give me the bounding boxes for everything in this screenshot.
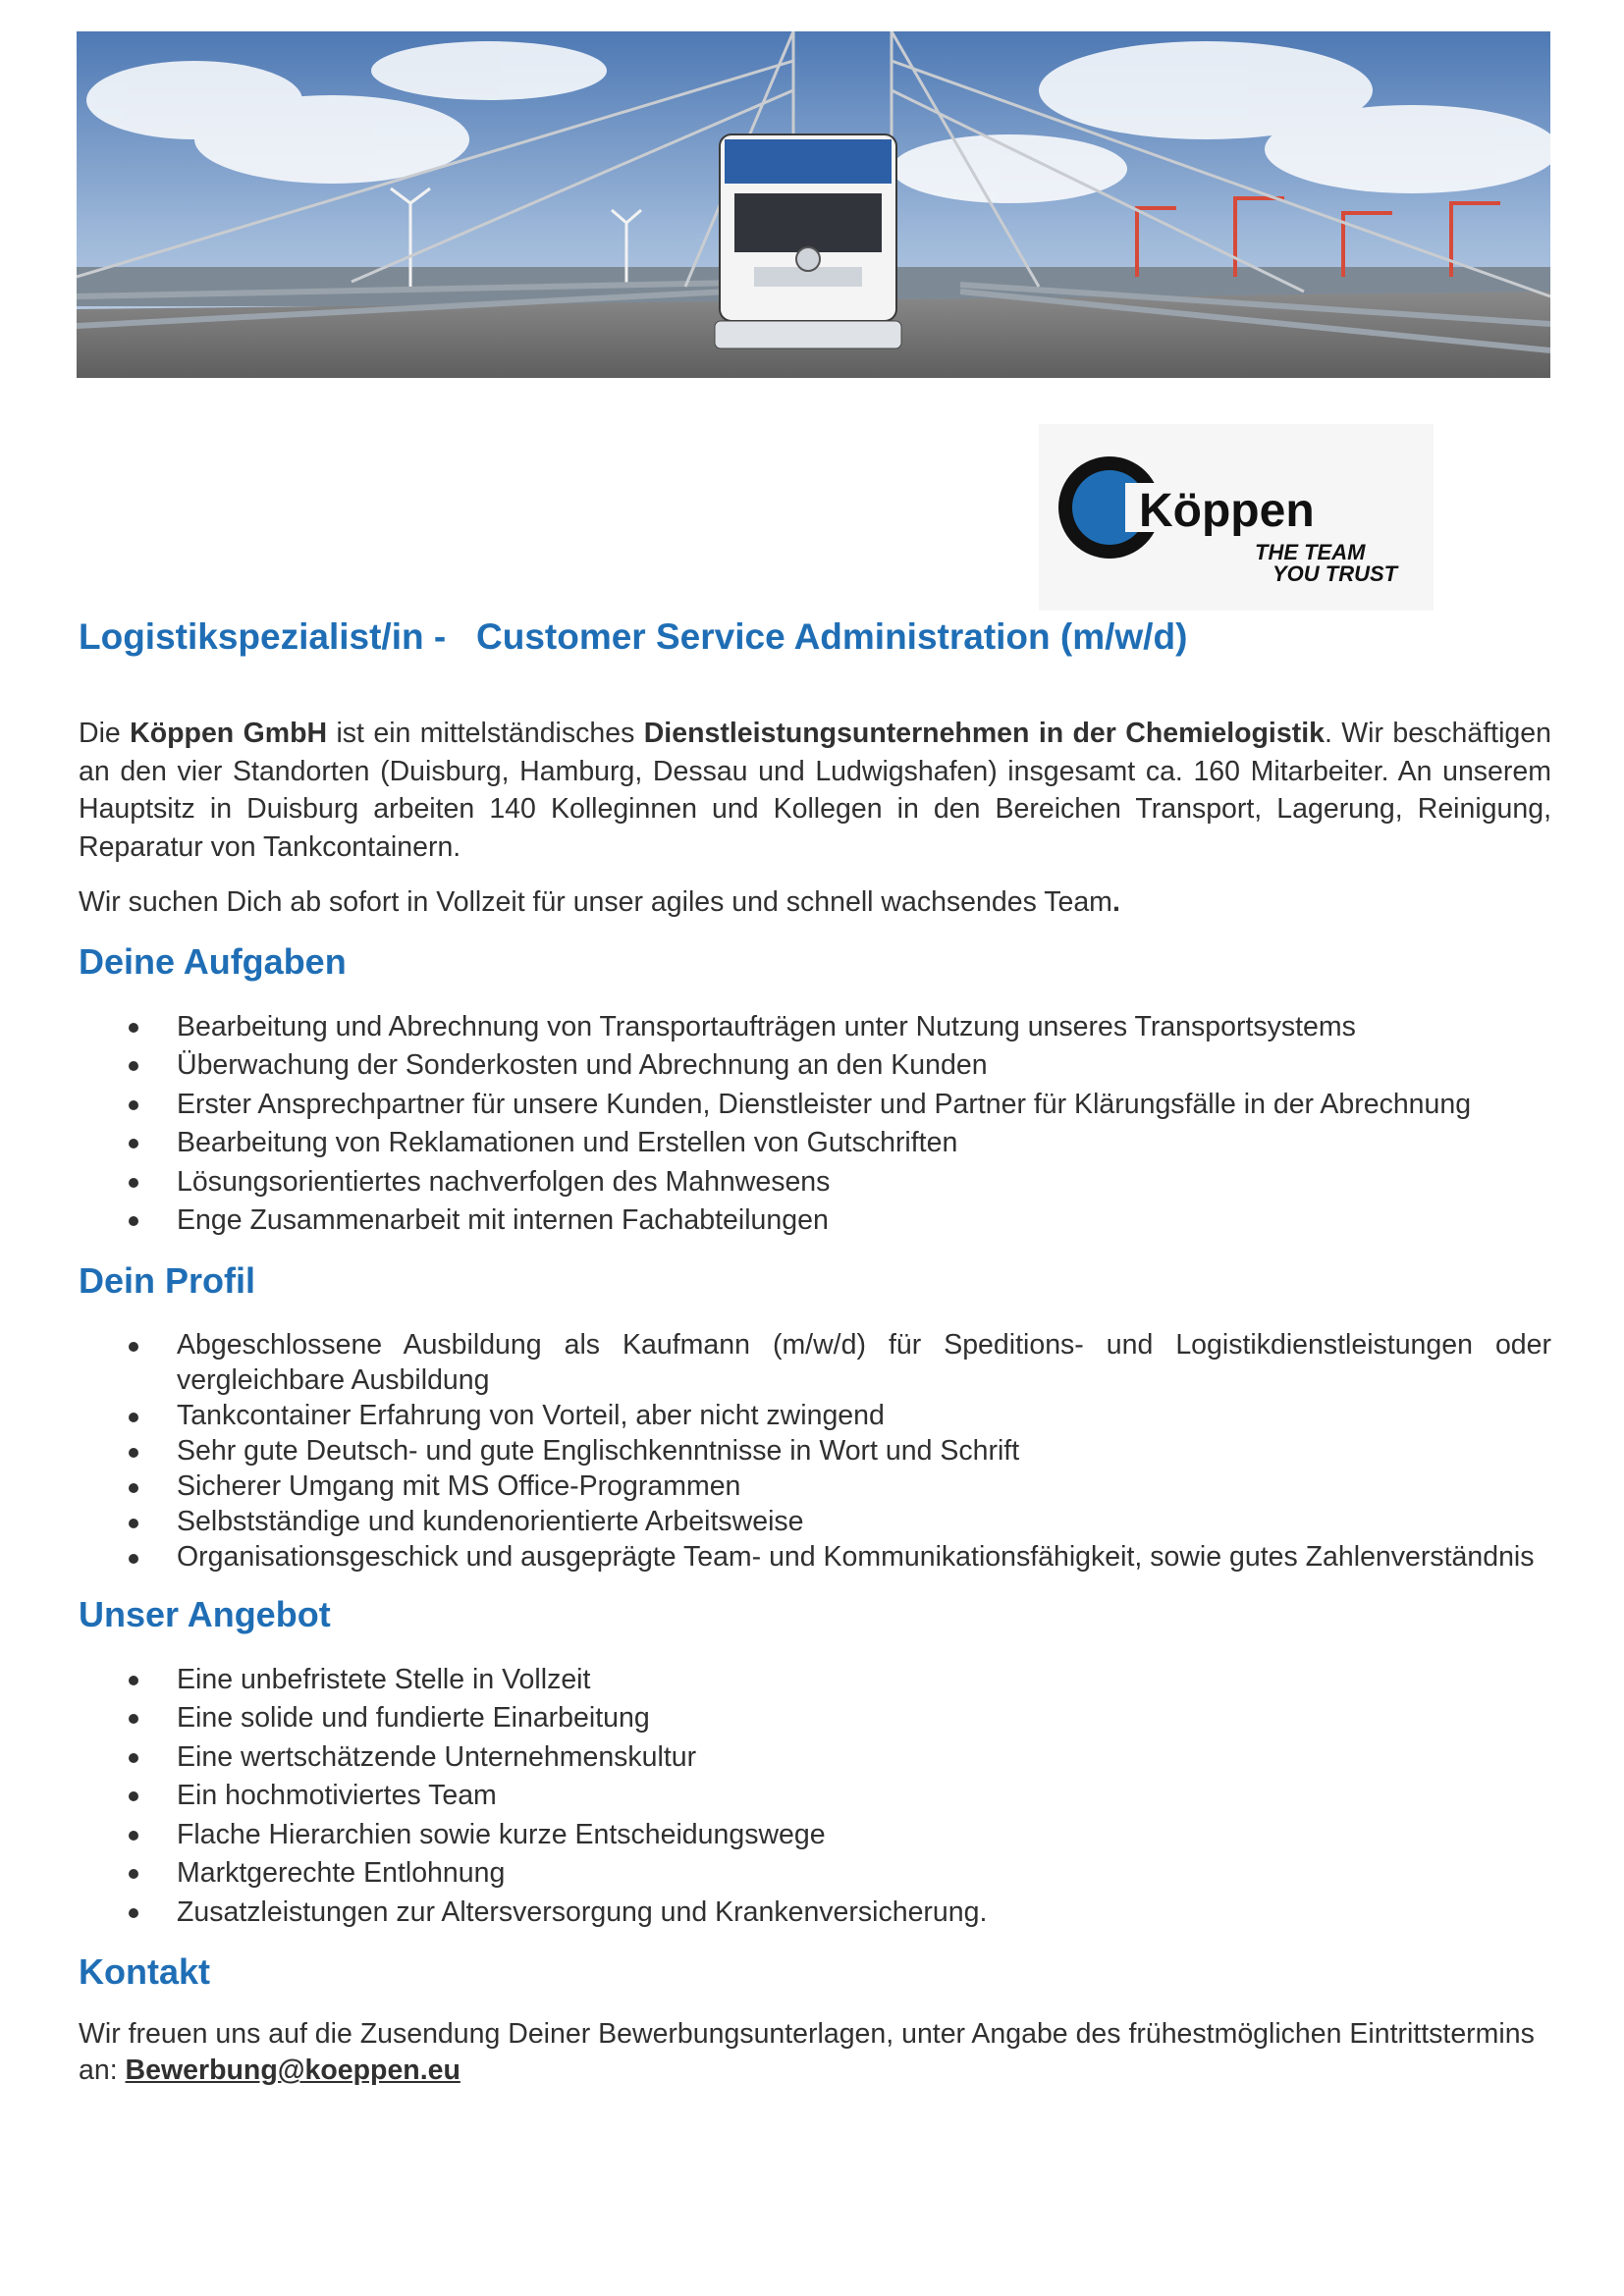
- list-item-text: Eine solide und fundierte Einarbeitung: [177, 1702, 650, 1735]
- list-item: [79, 1124, 1551, 1163]
- bullet-icon: [129, 1714, 138, 1724]
- bullet-icon: [129, 1676, 138, 1685]
- list-item-text: Sehr gute Deutsch- und gute Englischkenntnisse in Wort und Schrift: [177, 1434, 1020, 1467]
- list-item-text: Eine wertschätzende Unternehmenskultur: [177, 1740, 697, 1773]
- list-item-text: Tankcontainer Erfahrung von Vorteil, aber nicht zwingend: [177, 1399, 885, 1431]
- section-heading-kontakt: Kontakt: [79, 1951, 210, 1993]
- company-logo: [1039, 424, 1434, 611]
- intro-text-1: Die: [79, 718, 131, 749]
- list-item: [79, 1046, 1551, 1086]
- section-heading-aufgaben: Deine Aufgaben: [79, 940, 347, 982]
- list-item: [79, 1201, 1551, 1241]
- bullet-icon: [129, 1448, 138, 1458]
- page-title: Logistikspezialist/in - Customer Service Administration (m/w/d): [79, 616, 1188, 657]
- section-heading-angebot: Unser Angebot: [79, 1593, 331, 1634]
- list-item: [79, 1699, 1551, 1738]
- list-item-text: Enge Zusammenarbeit mit internen Fachabteilungen: [177, 1204, 829, 1237]
- bullet-icon: [129, 1908, 138, 1918]
- list-item: [79, 1398, 1551, 1433]
- intro-text-2: ist ein mittelständisches: [327, 718, 644, 749]
- intro-text-3: . Wir beschäftigen an den vier Standorten (Duisburg, Hamburg, Dessau und Ludwigshafen) insgesamt ca. 160 Mitarbeiter. An unserem Hauptsitz in Duisburg arbeiten 140 Kolleginnen und Kollegen in den Bereichen Transport, Lagerung, Reinigung, Reparatur von Tankcontainern.: [79, 718, 1551, 863]
- list-item-text: Marktgerechte Entlohnung: [177, 1857, 506, 1890]
- bullet-icon: [129, 1831, 138, 1841]
- section-heading-profil: Dein Profil: [79, 1259, 256, 1301]
- list-item: [79, 1086, 1551, 1125]
- contact-text: Wir freuen uns auf die Zusendung Deiner Bewerbungsunterlagen, unter Angabe des frühestmöglichen Eintrittstermins an:: [79, 2018, 1535, 2087]
- profil-list: [79, 1327, 1551, 1575]
- bullet-icon: [129, 1216, 138, 1226]
- logo-name: Köppen: [1139, 485, 1315, 537]
- hero-image: [77, 31, 1550, 378]
- angebot-list: [79, 1661, 1551, 1933]
- hero-illustration: [77, 31, 1550, 378]
- lead-text: Wir suchen Dich ab sofort in Vollzeit für unser agiles und schnell wachsendes Team: [79, 886, 1112, 919]
- company-name: Köppen GmbH: [130, 718, 328, 749]
- list-item: [79, 1008, 1551, 1047]
- bullet-icon: [129, 1413, 138, 1422]
- bullet-icon: [129, 1342, 138, 1352]
- list-item-text: Abgeschlossene Ausbildung als Kaufmann (m/w/d) für Speditions- und Logistikdienstleistungen oder vergleichbare Ausbildung: [177, 1328, 1551, 1396]
- list-item-text: Sicherer Umgang mit MS Office-Programmen: [177, 1469, 741, 1502]
- lead-period: .: [1111, 886, 1120, 919]
- list-item-text: Bearbeitung von Reklamationen und Erstellen von Gutschriften: [177, 1127, 958, 1159]
- list-item-text: Erster Ansprechpartner für unsere Kunden, Dienstleister und Partner für Klärungsfälle in der Abrechnung: [177, 1088, 1472, 1120]
- logo-tagline-2: YOU TRUST: [1272, 561, 1398, 586]
- bullet-icon: [129, 1483, 138, 1493]
- logo-tagline-1: THE TEAM: [1255, 540, 1366, 564]
- list-item: [79, 1163, 1551, 1202]
- list-item-text: Eine unbefristete Stelle in Vollzeit: [177, 1663, 591, 1695]
- list-item: [79, 1777, 1551, 1816]
- list-item: [79, 1468, 1551, 1504]
- bullet-icon: [129, 1519, 138, 1528]
- list-item-text: Zusatzleistungen zur Altersversorgung und Krankenversicherung.: [177, 1896, 988, 1928]
- bullet-icon: [129, 1753, 138, 1763]
- list-item: [79, 1539, 1551, 1575]
- list-item: [79, 1661, 1551, 1700]
- bullet-icon: [129, 1139, 138, 1148]
- list-item: [79, 1504, 1551, 1539]
- list-item-text: Flache Hierarchien sowie kurze Entscheidungswege: [177, 1818, 826, 1850]
- bullet-icon: [129, 1791, 138, 1801]
- koeppen-logo: [1039, 424, 1434, 611]
- list-item: [79, 1327, 1551, 1398]
- list-item-text: Überwachung der Sonderkosten und Abrechnung an den Kunden: [177, 1049, 988, 1082]
- bullet-icon: [129, 1100, 138, 1110]
- bullet-icon: [129, 1554, 138, 1564]
- list-item: [79, 1433, 1551, 1468]
- list-item: [79, 1816, 1551, 1855]
- list-item-text: Bearbeitung und Abrechnung von Transportaufträgen unter Nutzung unseres Transportsystems: [177, 1010, 1356, 1042]
- truck: [715, 134, 901, 348]
- bullet-icon: [129, 1178, 138, 1188]
- list-item-text: Ein hochmotiviertes Team: [177, 1780, 497, 1812]
- list-item-text: Selbstständige und kundenorientierte Arbeitsweise: [177, 1505, 804, 1537]
- bullet-icon: [129, 1061, 138, 1071]
- intro-paragraph: [79, 715, 1551, 866]
- aufgaben-list: [79, 1008, 1551, 1241]
- list-item: [79, 1894, 1551, 1933]
- list-item: [79, 1738, 1551, 1778]
- lead-sentence: [79, 883, 1551, 922]
- contact-paragraph: [79, 2016, 1551, 2089]
- list-item-text: Lösungsorientiertes nachverfolgen des Mahnwesens: [177, 1165, 831, 1198]
- bullet-icon: [129, 1023, 138, 1033]
- job-posting: [79, 607, 1551, 2089]
- business-focus: Dienstleistungsunternehmen in der Chemielogistik: [643, 718, 1325, 749]
- list-item: [79, 1854, 1551, 1894]
- list-item-text: Organisationsgeschick und ausgeprägte Team- und Kommunikationsfähigkeit, sowie gutes Zahlenverständnis: [177, 1540, 1535, 1573]
- application-email-link[interactable]: Bewerbung@koeppen.eu: [125, 2055, 460, 2087]
- bullet-icon: [129, 1869, 138, 1879]
